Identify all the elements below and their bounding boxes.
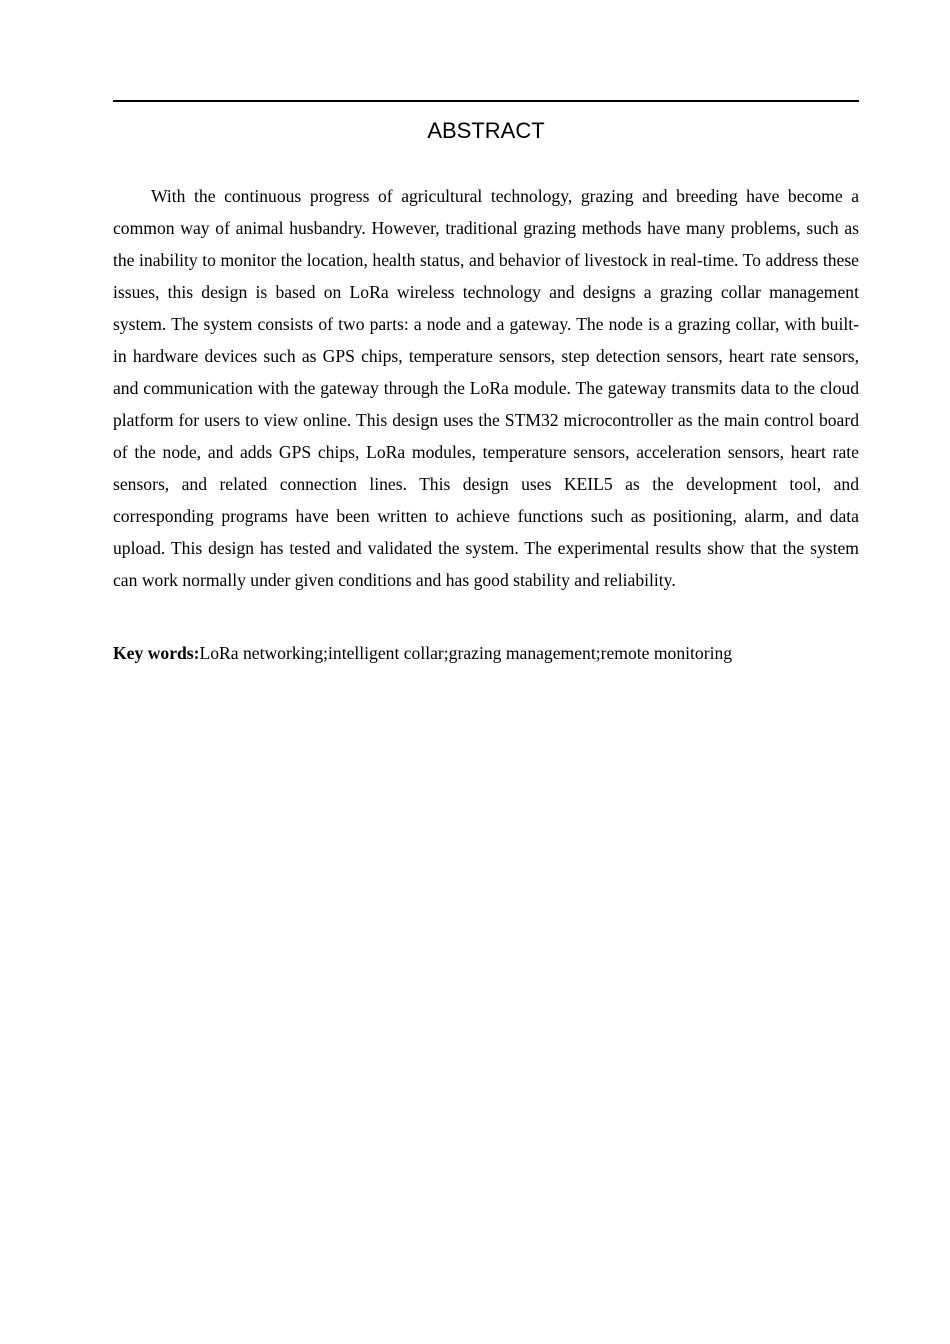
- keywords-line: [113, 637, 859, 669]
- keywords-label: Key words:: [113, 643, 200, 663]
- abstract-body: With the continuous progress of agricultural technology, grazing and breeding have become a common way of animal husbandry. However, traditional grazing methods have many problems, such as the inability to monitor the location, health status, and behavior of livestock in real-time. To address these issues, this design is based on LoRa wireless technology and designs a grazing collar management system. The system consists of two parts: a node and a gateway. The node is a grazing collar, with built-in hardware devices such as GPS chips, temperature sensors, step detection sensors, heart rate sensors, and communication with the gateway through the LoRa module. The gateway transmits data to the cloud platform for users to view online. This design uses the STM32 microcontroller as the main control board of the node, and adds GPS chips, LoRa modules, temperature sensors, acceleration sensors, heart rate sensors, and related connection lines. This design uses KEIL5 as the development tool, and corresponding programs have been written to achieve functions such as positioning, alarm, and data upload. This design has tested and validated the system. The experimental results show that the system can work normally under given conditions and has good stability and reliability.: [113, 186, 859, 590]
- abstract-title: ABSTRACT: [427, 118, 545, 143]
- keywords-text: LoRa networking;intelligent collar;grazing management;remote monitoring: [199, 643, 733, 663]
- header-rule: [113, 100, 859, 102]
